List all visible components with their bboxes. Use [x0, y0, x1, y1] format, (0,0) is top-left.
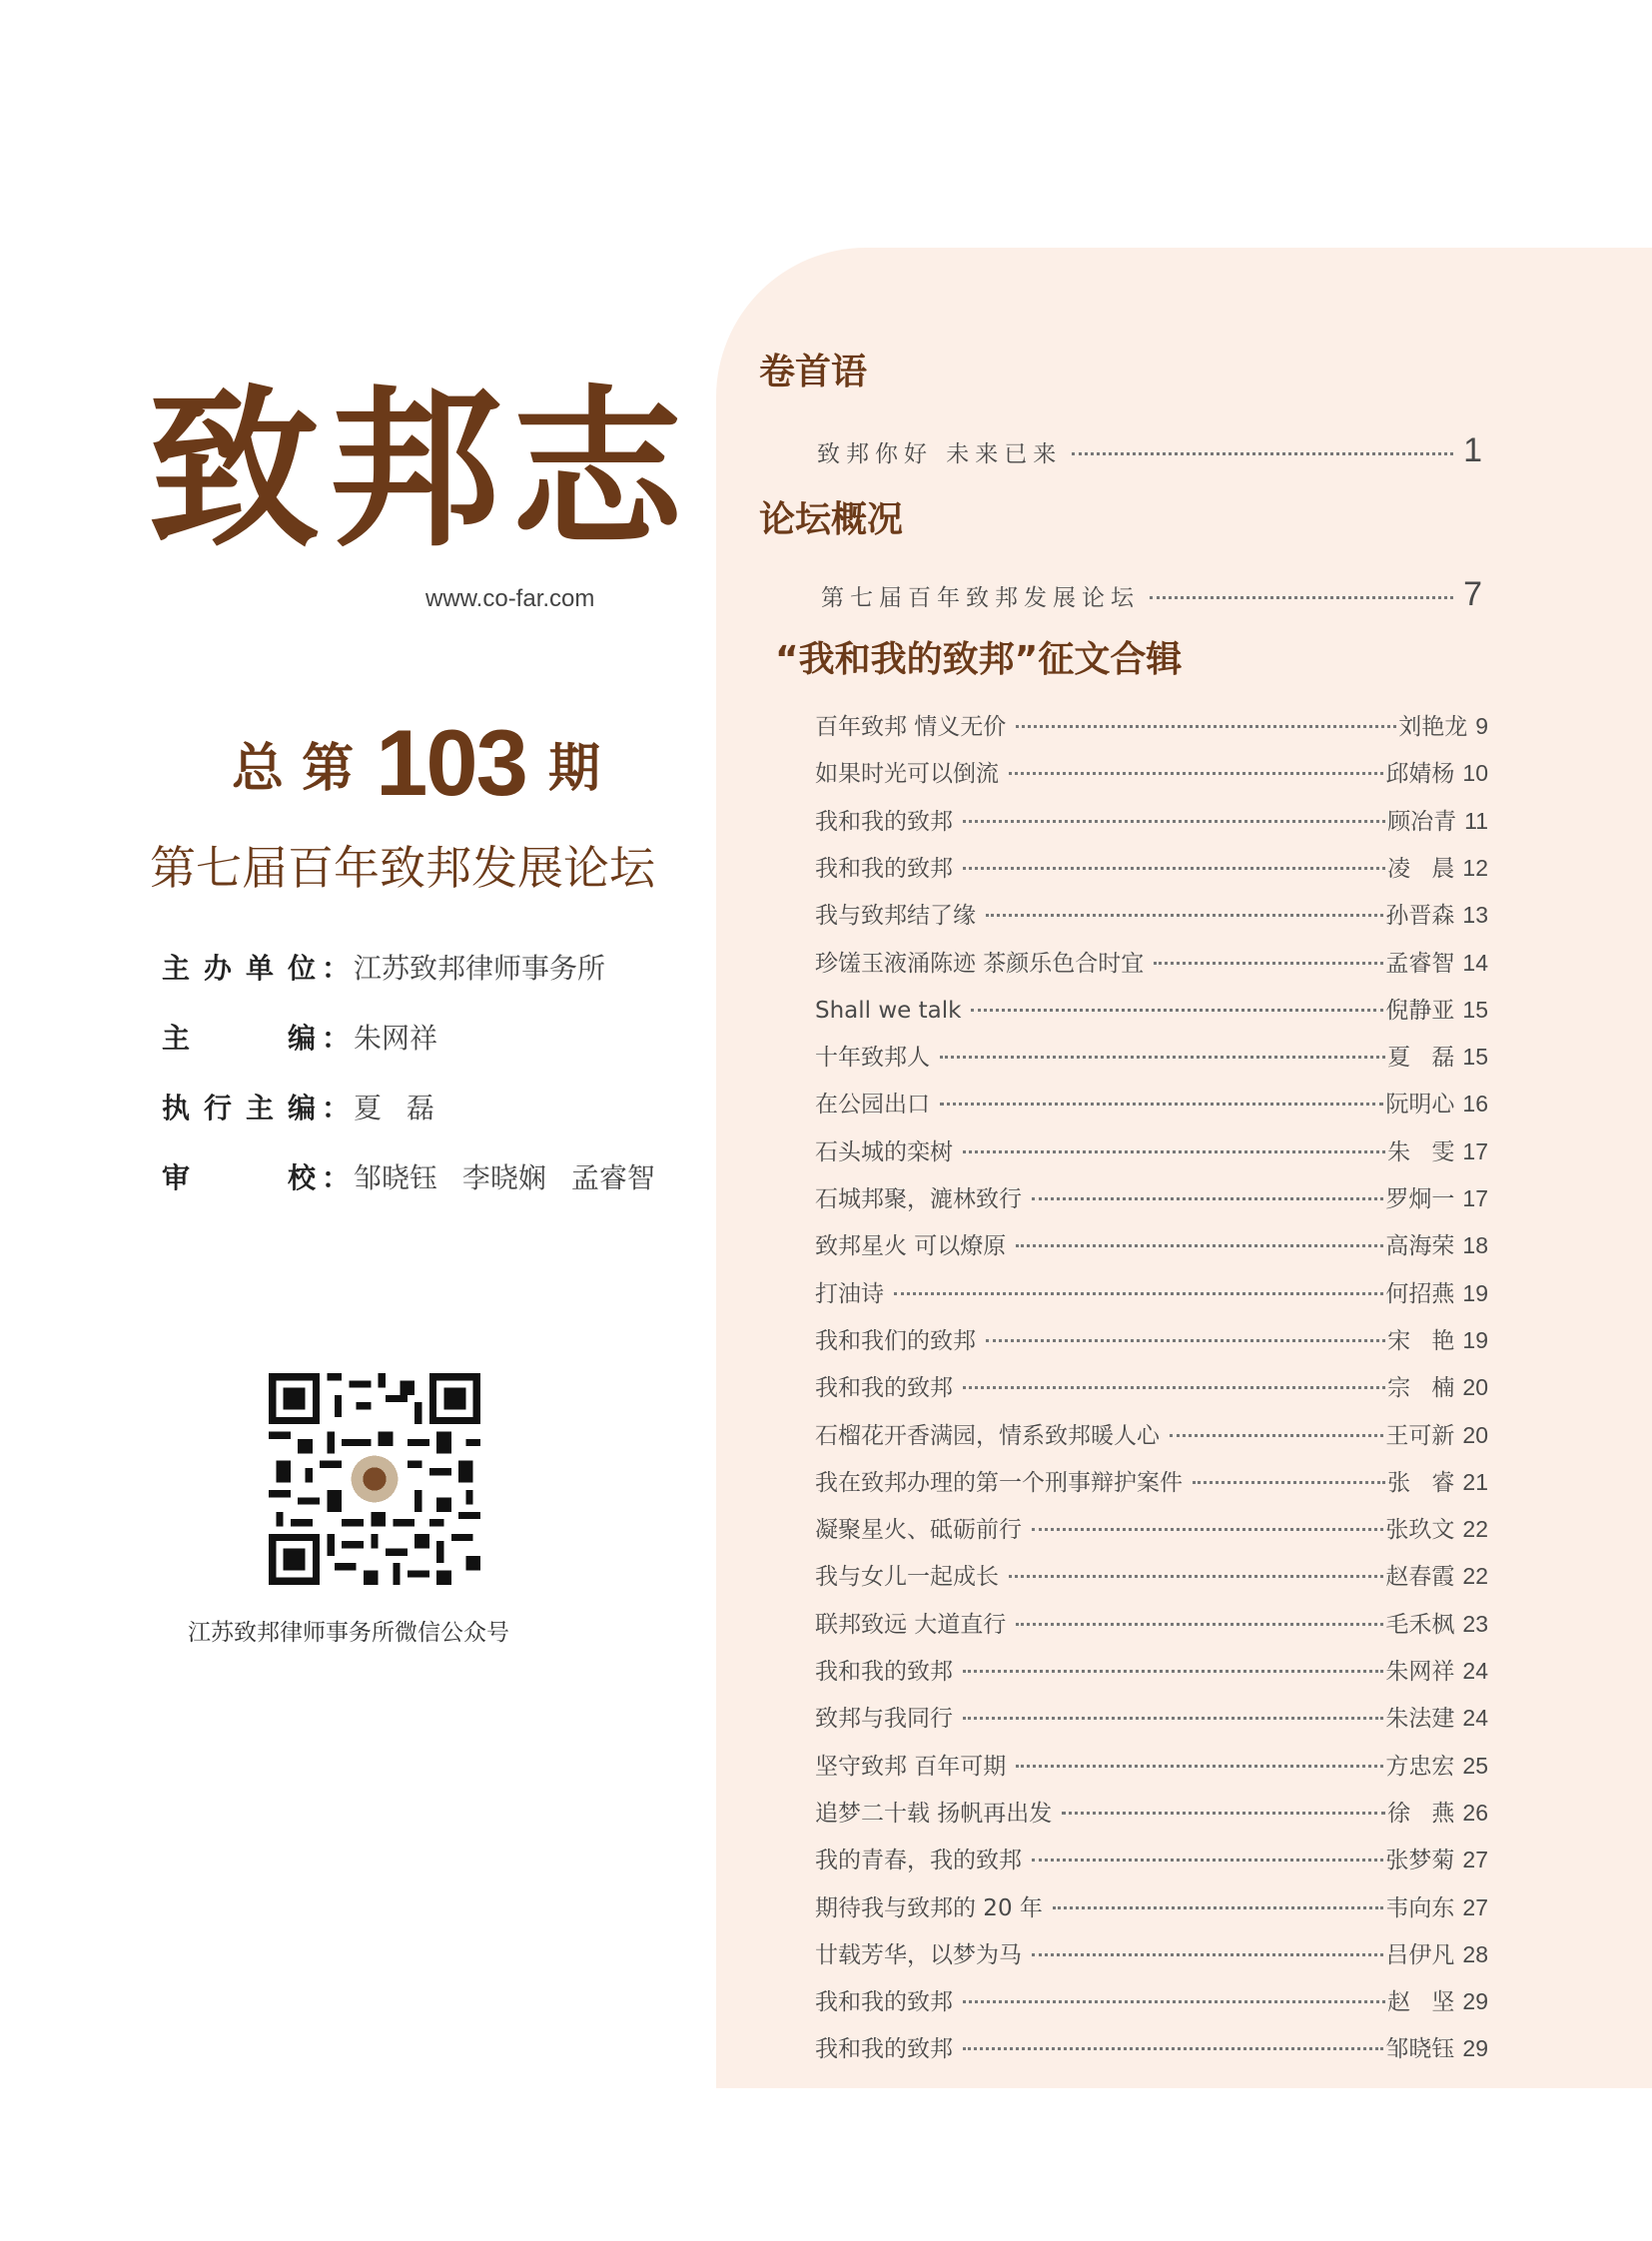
- toc-entry-title: 我和我的致邦: [815, 809, 953, 835]
- toc-entry-author: 孙晋森: [1385, 903, 1455, 929]
- leader-dots: [1009, 1575, 1383, 1578]
- toc-entry[interactable]: [815, 1983, 1488, 2015]
- toc-entry-title: 致邦与我同行: [815, 1706, 953, 1732]
- toc-entry[interactable]: [817, 431, 1488, 469]
- toc-entry-title: 在公园出口: [815, 1092, 930, 1118]
- toc-entry-author: 赵 坚: [1387, 1989, 1455, 2015]
- toc-entry[interactable]: [815, 1369, 1488, 1401]
- leader-dots: [963, 1150, 1385, 1153]
- toc-entry-title: 我与致邦结了缘: [815, 903, 976, 929]
- toc-entry-page: 29: [1462, 2035, 1488, 2061]
- credits-block: [162, 947, 655, 1226]
- toc-entry-page: 24: [1462, 1705, 1488, 1731]
- leader-dots: [1016, 725, 1396, 728]
- toc-entry-page: 12: [1462, 855, 1488, 881]
- credit-value: 朱网祥: [354, 1022, 438, 1055]
- toc-entry-page: 15: [1462, 997, 1488, 1023]
- toc-entry-author: 徐 燕: [1387, 1801, 1455, 1827]
- toc-entry-author: 阮明心: [1385, 1092, 1455, 1118]
- leader-dots: [963, 867, 1385, 870]
- toc-entry-title: 如果时光可以倒流: [815, 761, 999, 787]
- toc-entry-title: 第七届百年致邦发展论坛: [821, 585, 1140, 611]
- toc-entry-page: 16: [1462, 1091, 1488, 1117]
- toc-entry-page: 20: [1462, 1374, 1488, 1400]
- toc-entry[interactable]: [815, 897, 1488, 929]
- toc-entry-author: 毛禾枫: [1385, 1612, 1455, 1638]
- toc-entry-author: 朱法建: [1385, 1706, 1455, 1732]
- toc-entry-page: 27: [1462, 1894, 1488, 1920]
- credit-label: 主编: [162, 1022, 316, 1055]
- toc-entry-title: 凝聚星火、砥砺前行: [815, 1517, 1022, 1543]
- leader-dots: [1032, 1528, 1383, 1531]
- toc-entry-title: 石城邦聚，漉林致行: [815, 1186, 1022, 1212]
- section-title: 卷首语: [759, 352, 868, 392]
- toc-entry-page: 25: [1462, 1753, 1488, 1779]
- toc-entry[interactable]: [815, 1275, 1488, 1307]
- toc-entry[interactable]: [815, 1653, 1488, 1685]
- leader-dots: [963, 1386, 1385, 1389]
- issue-suffix: 期: [547, 738, 600, 799]
- toc-entry[interactable]: [815, 1700, 1488, 1732]
- leader-dots: [1154, 962, 1383, 965]
- toc-entry-title: 我和我们的致邦: [815, 1328, 976, 1354]
- toc-entry[interactable]: [815, 1936, 1488, 1968]
- toc-entry-title: 联邦致远 大道直行: [815, 1612, 1007, 1638]
- toc-entry-page: 7: [1463, 575, 1488, 613]
- leader-dots: [1193, 1481, 1385, 1484]
- leader-dots: [1009, 772, 1383, 775]
- toc-entry[interactable]: [815, 1606, 1488, 1638]
- leader-dots: [963, 2000, 1385, 2003]
- toc-entry-page: 28: [1462, 1941, 1488, 1967]
- toc-entry[interactable]: [815, 1511, 1488, 1543]
- toc-entry-page: 11: [1464, 808, 1488, 834]
- credit-row: 主办单位 ： 江苏致邦律师事务所: [162, 947, 655, 1017]
- issue-prefix: 总 第: [232, 738, 355, 799]
- toc-entry-title: 石榴花开香满园，情系致邦暖人心: [815, 1423, 1160, 1449]
- toc-entry-title: 坚守致邦 百年可期: [815, 1754, 1007, 1780]
- leader-dots: [963, 1717, 1383, 1720]
- toc-entry-author: 邱婧杨: [1385, 761, 1455, 787]
- toc-entry-page: 17: [1462, 1138, 1488, 1164]
- toc-entry-author: 高海荣: [1385, 1233, 1455, 1259]
- toc-entry-title: 百年致邦 情义无价: [815, 714, 1007, 740]
- toc-entry-title: Shall we talk: [815, 998, 962, 1024]
- credit-label: 审校: [162, 1161, 316, 1194]
- toc-entry-author: 何招燕: [1385, 1281, 1455, 1307]
- toc-entry-page: 14: [1462, 950, 1488, 976]
- toc-entry[interactable]: [815, 1417, 1488, 1449]
- issue-number: 103: [376, 710, 526, 815]
- toc-entry-author: 王可新: [1385, 1423, 1455, 1449]
- leader-dots: [1016, 1765, 1383, 1768]
- toc-entry[interactable]: [815, 1227, 1488, 1259]
- toc-entry-page: 19: [1462, 1280, 1488, 1306]
- toc-entry-page: 29: [1462, 1988, 1488, 2014]
- leader-dots: [940, 1103, 1383, 1106]
- toc-entry-page: 13: [1462, 902, 1488, 928]
- leader-dots: [1170, 1434, 1383, 1437]
- toc-entry-title: 我的青春，我的致邦: [815, 1848, 1022, 1873]
- leader-dots: [971, 1009, 1383, 1012]
- toc-entry-page: 17: [1462, 1185, 1488, 1211]
- toc-entry-author: 邹晓钰: [1385, 2036, 1455, 2062]
- magazine-logo: 致邦志: [148, 368, 693, 570]
- leader-dots: [1032, 1197, 1383, 1200]
- toc-entry[interactable]: [815, 945, 1488, 977]
- toc-entry-title: 我和我的致邦: [815, 1659, 953, 1685]
- leader-dots: [1032, 1859, 1383, 1862]
- toc-entry-author: 方忠宏: [1385, 1754, 1455, 1780]
- leader-dots: [963, 2047, 1383, 2050]
- toc-entry-title: 我和我的致邦: [815, 856, 953, 882]
- toc-entry-title: 致邦星火 可以燎原: [815, 1233, 1007, 1259]
- credit-row: 审校 ： 邹晓钰 李晓娴 孟睿智: [162, 1156, 655, 1226]
- toc-entry-author: 张梦菊: [1385, 1848, 1455, 1873]
- website-url[interactable]: www.co-far.com: [425, 585, 595, 612]
- toc-entry[interactable]: [815, 1558, 1488, 1590]
- toc-entry[interactable]: [815, 803, 1488, 835]
- toc-entry-title: 我和我的致邦: [815, 2036, 953, 2062]
- toc-entry[interactable]: [815, 850, 1488, 882]
- toc-entry-title: 我和我的致邦: [815, 1375, 953, 1401]
- section-title: 论坛概况: [759, 499, 904, 540]
- leader-dots: [1072, 452, 1453, 455]
- toc-entry-page: 22: [1462, 1563, 1488, 1589]
- toc-entry-title: 珍馐玉液涌陈迹 茶颜乐色合时宜: [815, 951, 1145, 977]
- toc-entry-title: 我与女儿一起成长: [815, 1564, 999, 1590]
- leader-dots: [940, 1056, 1385, 1059]
- toc-entry-title: 我和我的致邦: [815, 1989, 953, 2015]
- leader-dots: [986, 914, 1383, 917]
- toc-entry-author: 朱网祥: [1385, 1659, 1455, 1685]
- toc-entry-page: 24: [1462, 1658, 1488, 1684]
- credit-row: 主编 ： 朱网祥: [162, 1017, 655, 1087]
- toc-entry-title: 十年致邦人: [815, 1045, 930, 1071]
- toc-entry[interactable]: [815, 1748, 1488, 1780]
- toc-entry[interactable]: [821, 575, 1488, 613]
- toc-entry-page: 1: [1463, 431, 1488, 469]
- toc-entry-page: 10: [1462, 760, 1488, 786]
- issue-number-line: [232, 710, 600, 815]
- qr-caption: 江苏致邦律师事务所微信公众号: [188, 1620, 509, 1646]
- toc-entry-author: 凌 晨: [1387, 856, 1455, 882]
- toc-entry-author: 宗 楠: [1387, 1375, 1455, 1401]
- toc-entry[interactable]: [815, 1889, 1488, 1921]
- leader-dots: [1062, 1812, 1385, 1815]
- toc-entry-author: 罗炯一: [1385, 1186, 1455, 1212]
- toc-entry-title: 期待我与致邦的 20 年: [815, 1895, 1043, 1921]
- toc-entry-title: 打油诗: [815, 1281, 884, 1307]
- toc-entry[interactable]: [815, 708, 1488, 740]
- credit-label: 执行主编: [162, 1092, 316, 1124]
- credit-row: 执行主编 ： 夏 磊: [162, 1087, 655, 1156]
- toc-entry[interactable]: [815, 1039, 1488, 1071]
- toc-entry[interactable]: [815, 1180, 1488, 1212]
- toc-entry[interactable]: [815, 1795, 1488, 1827]
- toc-entry-author: 朱 雯: [1387, 1139, 1455, 1165]
- leader-dots: [1053, 1906, 1384, 1909]
- toc-entry-page: 18: [1462, 1232, 1488, 1258]
- toc-entry[interactable]: [815, 1464, 1488, 1496]
- leader-dots: [1150, 596, 1453, 599]
- toc-entry-title: 追梦二十载 扬帆再出发: [815, 1801, 1053, 1827]
- toc-entry-author: 顾冶青: [1387, 809, 1457, 835]
- credit-value: 夏 磊: [354, 1092, 434, 1124]
- toc-entry-page: 21: [1462, 1469, 1488, 1495]
- wechat-qr-code-icon[interactable]: [269, 1373, 480, 1585]
- section-title: “我和我的致邦”征文合辑: [775, 639, 1183, 680]
- leader-dots: [1016, 1623, 1383, 1626]
- toc-entry-title: 廿载芳华，以梦为马: [815, 1942, 1022, 1968]
- credit-value: 邹晓钰 李晓娴 孟睿智: [354, 1161, 655, 1194]
- toc-entry[interactable]: [815, 755, 1488, 787]
- leader-dots: [894, 1292, 1383, 1295]
- toc-entry-author: 宋 艳: [1387, 1328, 1455, 1354]
- credit-label: 主办单位: [162, 952, 316, 985]
- toc-entry-page: 20: [1462, 1422, 1488, 1448]
- toc-entry[interactable]: [815, 1133, 1488, 1165]
- toc-entry-author: 刘艳龙: [1398, 714, 1468, 740]
- toc-entry-page: 9: [1475, 713, 1488, 739]
- toc-entry-author: 赵春霞: [1385, 1564, 1455, 1590]
- toc-entry[interactable]: [815, 992, 1488, 1024]
- toc-entry-title: 石头城的栾树: [815, 1139, 953, 1165]
- toc-entry-author: 倪静亚: [1385, 998, 1455, 1024]
- leader-dots: [1016, 1244, 1383, 1247]
- toc-entry-page: 27: [1462, 1847, 1488, 1872]
- toc-entry-author: 张玖文: [1385, 1517, 1455, 1543]
- toc-entry-title: 致邦你好 未来已来: [817, 441, 1063, 467]
- toc-entry-author: 夏 磊: [1387, 1045, 1455, 1071]
- toc-entry[interactable]: [815, 1842, 1488, 1873]
- toc-entry-title: 我在致邦办理的第一个刑事辩护案件: [815, 1470, 1183, 1496]
- toc-entry[interactable]: [815, 1086, 1488, 1118]
- toc-entry[interactable]: [815, 1322, 1488, 1354]
- toc-entry-page: 26: [1462, 1800, 1488, 1826]
- toc-entry-page: 15: [1462, 1044, 1488, 1070]
- toc-entry[interactable]: [815, 2030, 1488, 2062]
- issue-theme: 第七届百年致邦发展论坛: [150, 841, 655, 895]
- leader-dots: [963, 1670, 1383, 1673]
- toc-entry-page: 23: [1462, 1611, 1488, 1637]
- toc-entry-page: 22: [1462, 1516, 1488, 1542]
- leader-dots: [963, 820, 1385, 823]
- leader-dots: [1032, 1953, 1383, 1956]
- toc-entry-page: 19: [1462, 1327, 1488, 1353]
- toc-entry-author: 张 睿: [1387, 1470, 1455, 1496]
- toc-entry-author: 吕伊凡: [1385, 1942, 1455, 1968]
- toc-entry-author: 韦向东: [1385, 1895, 1455, 1921]
- toc-entry-author: 孟睿智: [1385, 951, 1455, 977]
- credit-value: 江苏致邦律师事务所: [354, 952, 606, 985]
- leader-dots: [986, 1339, 1385, 1342]
